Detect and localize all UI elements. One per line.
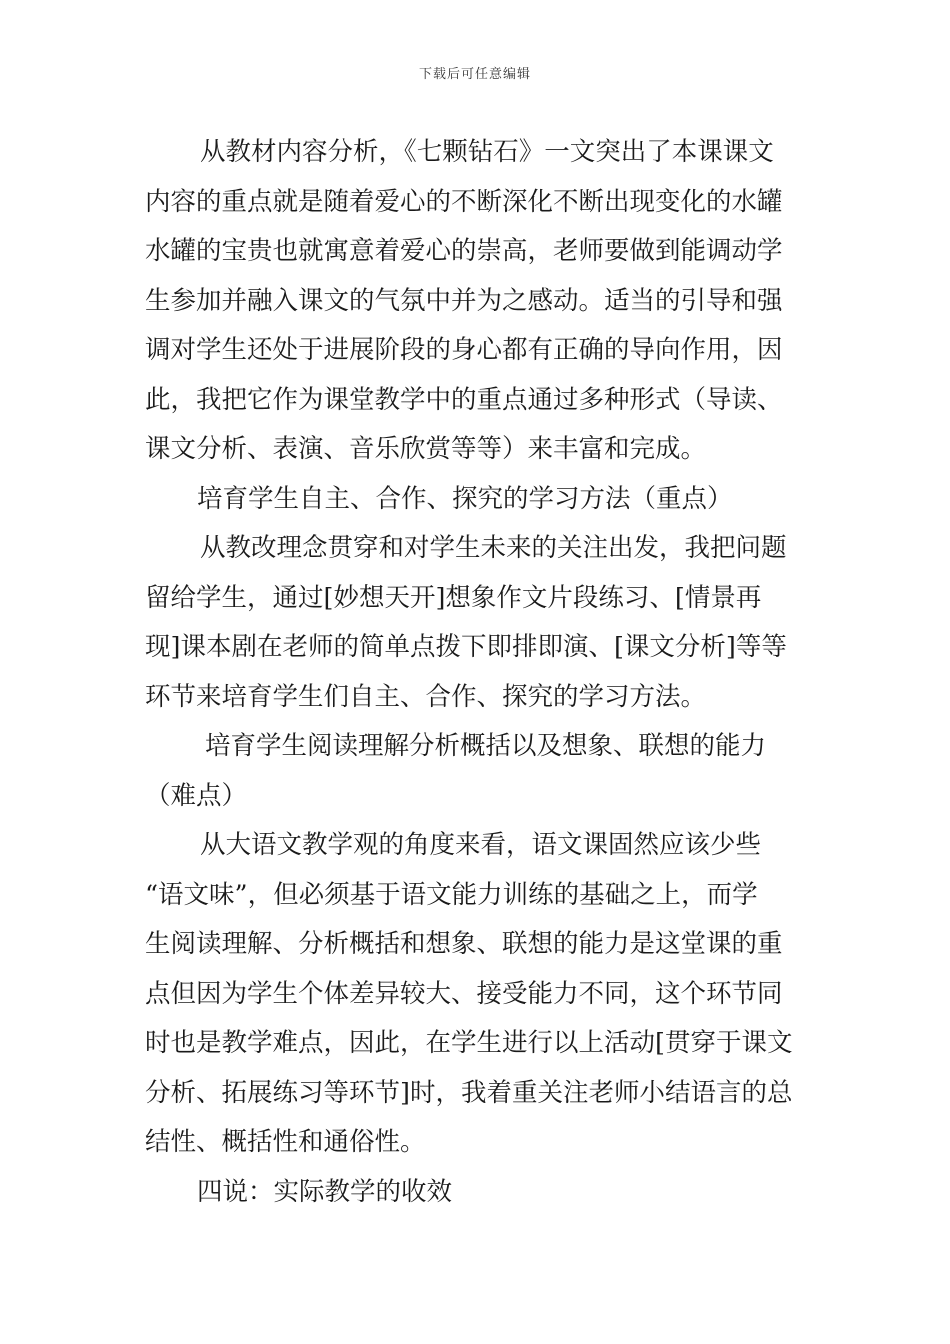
text-line: 从教改理念贯穿和对学生未来的关注出发，我把问题 [200, 533, 787, 563]
text-line: 课文分析、表演、音乐欣赏等等）来丰富和完成。 [145, 434, 707, 464]
text-line: 从教材内容分析，《七颗钻石》一文突出了本课课文 [200, 137, 774, 167]
text-line: 环节来培育学生们自主、合作、探究的学习方法。 [145, 681, 707, 712]
text-line: 水罐的宝贵也就寓意着爱心的崇高，老师要做到能调动学 [145, 236, 783, 266]
text-line: 调对学生还处于进展阶段的身心都有正确的导向作用，因 [145, 335, 783, 365]
section-heading: 四说：实际教学的收效 [197, 1176, 453, 1207]
text-line: 分析、拓展练习等环节]时，我着重关注老师小结语言的总 [145, 1077, 793, 1108]
text-line: 时也是教学难点，因此，在学生进行以上活动[贯穿于课文 [145, 1028, 793, 1058]
text-line: 结性、概括性和通俗性。 [145, 1127, 426, 1157]
text-line: 留给学生，通过[妙想天开]想象作文片段练习、[情景再 [145, 582, 762, 613]
section-heading-cont: （难点） [145, 780, 248, 811]
page-header: 下载后可任意编辑 [418, 67, 531, 82]
section-heading: 培育学生自主、合作、探究的学习方法（重点） [197, 483, 733, 514]
section-heading: 培育学生阅读理解分析概括以及想象、联想的能力 [205, 731, 767, 761]
text-line: 从大语文教学观的角度来看，语文课固然应该少些 [200, 830, 762, 860]
document-body [145, 128, 810, 1217]
text-line: 生参加并融入课文的气氛中并为之感动。适当的引导和强 [145, 285, 783, 316]
text-line: 生阅读理解、分析概括和想象、联想的能力是这堂课的重 [145, 929, 783, 959]
text-line: 现]课本剧在老师的简单点拨下即排即演、[课文分析]等等 [145, 632, 787, 662]
text-line: “语文味”，但必须基于语文能力训练的基础之上，而学 [145, 879, 758, 910]
text-line: 此，我把它作为课堂教学中的重点通过多种形式（导读、 [145, 384, 783, 415]
text-line: 点但因为学生个体差异较大、接受能力不同，这个环节同 [145, 978, 783, 1009]
text-line: 内容的重点就是随着爱心的不断深化不断出现变化的水罐 [145, 186, 783, 217]
